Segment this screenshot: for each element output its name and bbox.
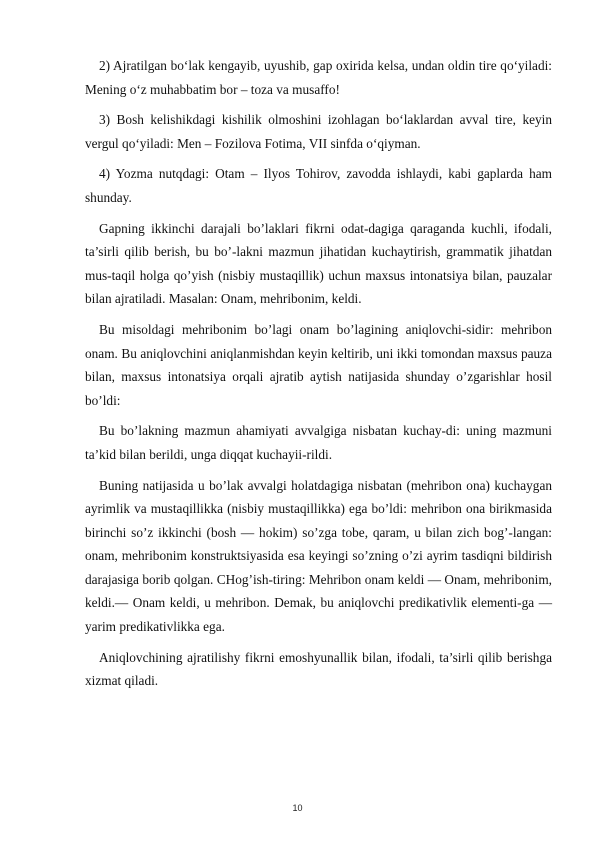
- document-body: [85, 54, 552, 700]
- page-number: 10: [292, 803, 303, 813]
- paragraph-6: Bu bo’lakning mazmun ahamiyati avvalgiga nisbatan kuchay-di: uning mazmuni ta’kid bilan berildi, unga diqqat kuchayii-rildi.: [85, 423, 552, 462]
- paragraph-3: 4) Yozma nutqdagi: Otam – Ilyos Tohirov, zavodda ishlaydi, kabi gaplarda ham shunday.: [85, 166, 552, 205]
- paragraph-2: 3) Bosh kelishikdagi kishilik olmoshini izohlagan bo‘laklardan avval tire, keyin vergul qo‘yiladi: Men – Fozilova Fotima, VII sinfda o‘qiyman.: [85, 112, 552, 151]
- paragraph-8: Aniqlovchining ajratilishy fikrni emoshyunallik bilan, ifodali, ta’sirli qilib berishga xizmat qiladi.: [85, 649, 552, 689]
- paragraph-7: Buning natijasida u bo’lak avvalgi holatdagiga nisbatan (mehribon ona) kuchaygan ayrimlik va mustaqillikka (nisbiy mustaqillikka) ega bo’ldi: mehribon ona birikmasida birinchi so’z ikkinchi (bosh — hokim) so’zga tobe, qaram, u bilan zich bog’-langan: onam, mehribonim konstruktsiyasida esa keyingi so’zning o’zi ayrim tasdiqni bildirish darajasiga borib qolgan. CHog’ish-tiring: Mehribon onam keldi — Onam, mehribonim, keldi.— Onam keldi, u mehribon. Demak, bu aniqlovchi predikativlik elementi-ga — yarim predikativlikka ega.: [85, 477, 552, 635]
- paragraph-1: 2) Ajratilgan bo‘lak kengayib, uyushib, gap oxirida kelsa, undan oldin tire qo‘yiladi: Mening o‘z muhabbatim bor – toza va musaffo!: [85, 58, 552, 97]
- paragraph-4: Gapning ikkinchi darajali bo’laklari fikrni odat-dagiga qaraganda kuchli, ifodali, ta’sirli qilib berish, bu bo’-lakni mazmun jihatidan kuchaytirish, grammatik jihatdan mus-taqil holga qo’yish (nisbiy mustaqillik) uchun maxsus intonatsiya bilan, pauzalar bilan ajratiladi. Masalan: Onam, mehribonim, keldi.: [85, 220, 552, 307]
- paragraph-5: Bu misoldagi mehribonim bo’lagi onam bo’lagining aniqlovchi-sidir: mehribon onam. Bu aniqlovchini aniqlanmishdan keyin keltirib, uni ikki tomondan maxsus pauza bilan, maxsus intonatsiya orqali ajratib aytish natijasida shunday o’zgarishlar hosil bo’ldi:: [85, 321, 552, 408]
